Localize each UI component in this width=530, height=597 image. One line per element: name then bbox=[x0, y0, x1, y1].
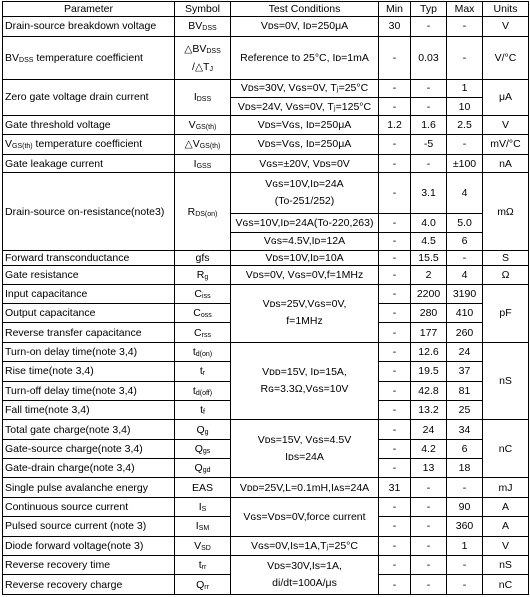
min-cell: - bbox=[379, 362, 411, 381]
unit-cell: pF bbox=[483, 284, 529, 342]
table-row bbox=[3, 250, 529, 265]
typ-cell: 1.6 bbox=[411, 116, 447, 134]
param-cell: Turn-off delay time(note 3,4) bbox=[3, 381, 175, 400]
typ-cell: - bbox=[411, 556, 447, 575]
max-cell: 260 bbox=[447, 323, 483, 342]
min-cell: - bbox=[379, 155, 411, 173]
min-cell: - bbox=[379, 36, 411, 79]
min-cell: - bbox=[379, 284, 411, 303]
param-cell: Reverse recovery time bbox=[3, 556, 175, 575]
min-cell: 1.2 bbox=[379, 116, 411, 134]
param-cell: Drain-source on-resistance(note3) bbox=[3, 173, 175, 251]
param-cell: Zero gate voltage drain current bbox=[3, 79, 175, 116]
min-cell: - bbox=[379, 400, 411, 419]
typ-cell: - bbox=[411, 79, 447, 97]
typ-cell: 4.0 bbox=[411, 214, 447, 232]
min-cell: - bbox=[379, 173, 411, 214]
symbol-cell: $\triangle V_{GS(th)}$ bbox=[175, 134, 231, 154]
symbol-cell: $t_{rr}$ bbox=[175, 556, 231, 575]
symbol-cell: $C_{iss}$ bbox=[175, 284, 231, 303]
max-cell: 37 bbox=[447, 362, 483, 381]
max-cell: - bbox=[447, 575, 483, 595]
condition-cell: Vᴅs=30V, Vɢs=0V, Tⱼ=25°C bbox=[231, 79, 379, 97]
max-cell: 34 bbox=[447, 420, 483, 439]
symbol-cell: $Q_{rr}$ bbox=[175, 575, 231, 595]
condition-cell: Vᴅᴅ=15V, Iᴅ=15A, Rɢ=3.3Ω,Vɢs=10V bbox=[231, 342, 379, 420]
max-cell: 90 bbox=[447, 497, 483, 516]
table-row bbox=[3, 266, 529, 284]
param-cell: Forward transconductance bbox=[3, 250, 175, 265]
min-cell: - bbox=[379, 134, 411, 154]
unit-cell: mΩ bbox=[483, 173, 529, 251]
condition-cell: Vᴅs=30V,Is=1A, di/dt=100A/μs bbox=[231, 556, 379, 595]
max-cell: 5.0 bbox=[447, 214, 483, 232]
typ-cell: - bbox=[411, 478, 447, 497]
min-cell: - bbox=[379, 97, 411, 115]
condition-cell: Vᴅs=0V, Iᴅ=250μA bbox=[231, 17, 379, 36]
unit-cell: nA bbox=[483, 155, 529, 173]
min-cell: - bbox=[379, 232, 411, 250]
unit-cell: V/°C bbox=[483, 36, 529, 79]
symbol-cell: $I_{GSS}$ bbox=[175, 155, 231, 173]
unit-cell: A bbox=[483, 497, 529, 516]
condition-cell: Vɢs=Vᴅs=0V,force current bbox=[231, 497, 379, 536]
typ-cell: 12.6 bbox=[411, 342, 447, 361]
max-cell: 10 bbox=[447, 97, 483, 115]
table-row bbox=[3, 284, 529, 303]
max-cell: 18 bbox=[447, 459, 483, 478]
header-min: Min bbox=[379, 2, 411, 17]
symbol-cell: $t_{d(off)}$ bbox=[175, 381, 231, 400]
table-row bbox=[3, 36, 529, 79]
typ-cell: 0.03 bbox=[411, 36, 447, 79]
typ-cell: 13 bbox=[411, 459, 447, 478]
electrical-characteristics-table bbox=[2, 1, 529, 595]
min-cell: - bbox=[379, 323, 411, 342]
unit-cell: V bbox=[483, 17, 529, 36]
symbol-cell: $I_{SM}$ bbox=[175, 517, 231, 536]
condition-cell: Vɢs=10V,Iᴅ=24A (To-251/252) bbox=[231, 173, 379, 214]
max-cell: 4 bbox=[447, 173, 483, 214]
condition-cell: Vᴅs=25V,Vɢs=0V, f=1MHz bbox=[231, 284, 379, 342]
param-cell: Turn-on delay time(note 3,4) bbox=[3, 342, 175, 361]
min-cell: - bbox=[379, 250, 411, 265]
symbol-cell: $t_{d(on)}$ bbox=[175, 342, 231, 361]
param-cell: Pulsed source current (note 3) bbox=[3, 517, 175, 536]
max-cell: - bbox=[447, 134, 483, 154]
param-cell: Diode forward voltage(note 3) bbox=[3, 536, 175, 555]
unit-cell: nC bbox=[483, 420, 529, 478]
param-cell: $V_{GS(th)}$ temperature coefficient bbox=[3, 134, 175, 154]
table-row bbox=[3, 420, 529, 439]
max-cell: - bbox=[447, 17, 483, 36]
condition-cell: Reference to 25°C, Iᴅ=1mA bbox=[231, 36, 379, 79]
min-cell: - bbox=[379, 79, 411, 97]
min-cell: - bbox=[379, 459, 411, 478]
param-cell: Single pulse avalanche energy bbox=[3, 478, 175, 497]
typ-cell: 280 bbox=[411, 303, 447, 322]
min-cell: - bbox=[379, 342, 411, 361]
max-cell: - bbox=[447, 478, 483, 497]
param-cell: Gate-drain charge(note 3,4) bbox=[3, 459, 175, 478]
typ-cell: 2 bbox=[411, 266, 447, 284]
unit-cell: S bbox=[483, 250, 529, 265]
table-row bbox=[3, 116, 529, 134]
min-cell: - bbox=[379, 497, 411, 516]
condition-cell: Vᴅs=Vɢs, Iᴅ=250μA bbox=[231, 134, 379, 154]
symbol-cell: EAS bbox=[175, 478, 231, 497]
typ-cell: 19.5 bbox=[411, 362, 447, 381]
param-cell: Total gate charge(note 3,4) bbox=[3, 420, 175, 439]
condition-cell: Vɢs=10V,Iᴅ=24A(To-220,263) bbox=[231, 214, 379, 232]
min-cell: - bbox=[379, 536, 411, 555]
condition-cell: Vɢs=4.5V,Iᴅ=12A bbox=[231, 232, 379, 250]
param-cell: Gate resistance bbox=[3, 266, 175, 284]
typ-cell: 13.2 bbox=[411, 400, 447, 419]
symbol-cell: $\triangle BV_{DSS}$ $/\triangle T_J$ bbox=[175, 36, 231, 79]
max-cell: 360 bbox=[447, 517, 483, 536]
max-cell: 81 bbox=[447, 381, 483, 400]
max-cell: ±100 bbox=[447, 155, 483, 173]
typ-cell: - bbox=[411, 155, 447, 173]
max-cell: 4 bbox=[447, 266, 483, 284]
param-cell: $BV_{DSS}$ temperature coefficient bbox=[3, 36, 175, 79]
param-cell: Reverse recovery charge bbox=[3, 575, 175, 595]
table-row bbox=[3, 478, 529, 497]
max-cell: 2.5 bbox=[447, 116, 483, 134]
param-cell: Output capacitance bbox=[3, 303, 175, 322]
symbol-cell: $Q_{gd}$ bbox=[175, 459, 231, 478]
typ-cell: 2200 bbox=[411, 284, 447, 303]
min-cell: - bbox=[379, 266, 411, 284]
header-conditions: Test Conditions bbox=[231, 2, 379, 17]
typ-cell: - bbox=[411, 517, 447, 536]
max-cell: - bbox=[447, 250, 483, 265]
min-cell: - bbox=[379, 214, 411, 232]
max-cell: 6 bbox=[447, 439, 483, 458]
max-cell: - bbox=[447, 556, 483, 575]
unit-cell: A bbox=[483, 517, 529, 536]
max-cell: 24 bbox=[447, 342, 483, 361]
param-cell: Drain-source breakdown voltage bbox=[3, 17, 175, 36]
symbol-cell: $C_{oss}$ bbox=[175, 303, 231, 322]
symbol-cell: $R_g$ bbox=[175, 266, 231, 284]
unit-cell: mV/°C bbox=[483, 134, 529, 154]
param-cell: Gate threshold voltage bbox=[3, 116, 175, 134]
condition-cell: Vɢs=±20V, Vᴅs=0V bbox=[231, 155, 379, 173]
param-cell: Input capacitance bbox=[3, 284, 175, 303]
max-cell: 3190 bbox=[447, 284, 483, 303]
symbol-cell: $BV_{DSS}$ bbox=[175, 17, 231, 36]
symbol-cell: $Q_{gs}$ bbox=[175, 439, 231, 458]
min-cell: - bbox=[379, 303, 411, 322]
table-row bbox=[3, 497, 529, 516]
table-row bbox=[3, 134, 529, 154]
unit-cell: mJ bbox=[483, 478, 529, 497]
param-cell: Rise time(note 3,4) bbox=[3, 362, 175, 381]
param-cell: Continuous source current bbox=[3, 497, 175, 516]
min-cell: 31 bbox=[379, 478, 411, 497]
unit-cell: V bbox=[483, 116, 529, 134]
typ-cell: - bbox=[411, 17, 447, 36]
condition-cell: Vᴅs=24V, Vɢs=0V, Tⱼ=125°C bbox=[231, 97, 379, 115]
unit-cell: V bbox=[483, 536, 529, 555]
condition-cell: Vɢs=0V,Is=1A,Tⱼ=25°C bbox=[231, 536, 379, 555]
unit-cell: μA bbox=[483, 79, 529, 116]
typ-cell: - bbox=[411, 497, 447, 516]
symbol-cell: $R_{DS(on)}$ bbox=[175, 173, 231, 251]
header-units: Units bbox=[483, 2, 529, 17]
max-cell: - bbox=[447, 36, 483, 79]
header-parameter: Parameter bbox=[3, 2, 175, 17]
param-cell: Gate leakage current bbox=[3, 155, 175, 173]
typ-cell: 24 bbox=[411, 420, 447, 439]
table-row bbox=[3, 79, 529, 97]
symbol-cell: $Q_g$ bbox=[175, 420, 231, 439]
condition-cell: Vᴅs=Vɢs, Iᴅ=250μA bbox=[231, 116, 379, 134]
typ-cell: 3.1 bbox=[411, 173, 447, 214]
unit-cell: Ω bbox=[483, 266, 529, 284]
typ-cell: 4.2 bbox=[411, 439, 447, 458]
table-row bbox=[3, 536, 529, 555]
min-cell: - bbox=[379, 556, 411, 575]
header-typ: Typ bbox=[411, 2, 447, 17]
condition-cell: Vᴅs=10V,Iᴅ=10A bbox=[231, 250, 379, 265]
condition-cell: Vᴅs=0V, Vɢs=0V,f=1MHz bbox=[231, 266, 379, 284]
param-cell: Gate-source charge(note 3,4) bbox=[3, 439, 175, 458]
min-cell: - bbox=[379, 575, 411, 595]
condition-cell: Vᴅs=15V, Vɢs=4.5V Iᴅs=24A bbox=[231, 420, 379, 478]
min-cell: - bbox=[379, 381, 411, 400]
condition-cell: Vᴅᴅ=25V,L=0.1mH,Iᴀs=24A bbox=[231, 478, 379, 497]
symbol-cell: $I_S$ bbox=[175, 497, 231, 516]
symbol-cell: $V_{SD}$ bbox=[175, 536, 231, 555]
min-cell: - bbox=[379, 517, 411, 536]
typ-cell: - bbox=[411, 575, 447, 595]
table-row bbox=[3, 342, 529, 361]
param-cell: Reverse transfer capacitance bbox=[3, 323, 175, 342]
unit-cell: nS bbox=[483, 342, 529, 420]
max-cell: 1 bbox=[447, 79, 483, 97]
unit-cell: nS bbox=[483, 556, 529, 575]
min-cell: - bbox=[379, 420, 411, 439]
typ-cell: 42.8 bbox=[411, 381, 447, 400]
table-row bbox=[3, 173, 529, 214]
table-row bbox=[3, 17, 529, 36]
max-cell: 1 bbox=[447, 536, 483, 555]
param-cell: Fall time(note 3,4) bbox=[3, 400, 175, 419]
typ-cell: 4.5 bbox=[411, 232, 447, 250]
min-cell: 30 bbox=[379, 17, 411, 36]
symbol-cell: $t_f$ bbox=[175, 400, 231, 419]
typ-cell: 177 bbox=[411, 323, 447, 342]
header-symbol: Symbol bbox=[175, 2, 231, 17]
typ-cell: - bbox=[411, 97, 447, 115]
symbol-cell: $C_{rss}$ bbox=[175, 323, 231, 342]
symbol-cell: $V_{GS(th)}$ bbox=[175, 116, 231, 134]
table-row bbox=[3, 556, 529, 575]
typ-cell: -5 bbox=[411, 134, 447, 154]
max-cell: 25 bbox=[447, 400, 483, 419]
typ-cell: - bbox=[411, 536, 447, 555]
table-row bbox=[3, 155, 529, 173]
symbol-cell: $t_r$ bbox=[175, 362, 231, 381]
typ-cell: 15.5 bbox=[411, 250, 447, 265]
unit-cell: nC bbox=[483, 575, 529, 595]
header-row bbox=[3, 2, 529, 17]
symbol-cell: $I_{DSS}$ bbox=[175, 79, 231, 116]
min-cell: - bbox=[379, 439, 411, 458]
max-cell: 410 bbox=[447, 303, 483, 322]
max-cell: 6 bbox=[447, 232, 483, 250]
header-max: Max bbox=[447, 2, 483, 17]
symbol-cell: gfs bbox=[175, 250, 231, 265]
